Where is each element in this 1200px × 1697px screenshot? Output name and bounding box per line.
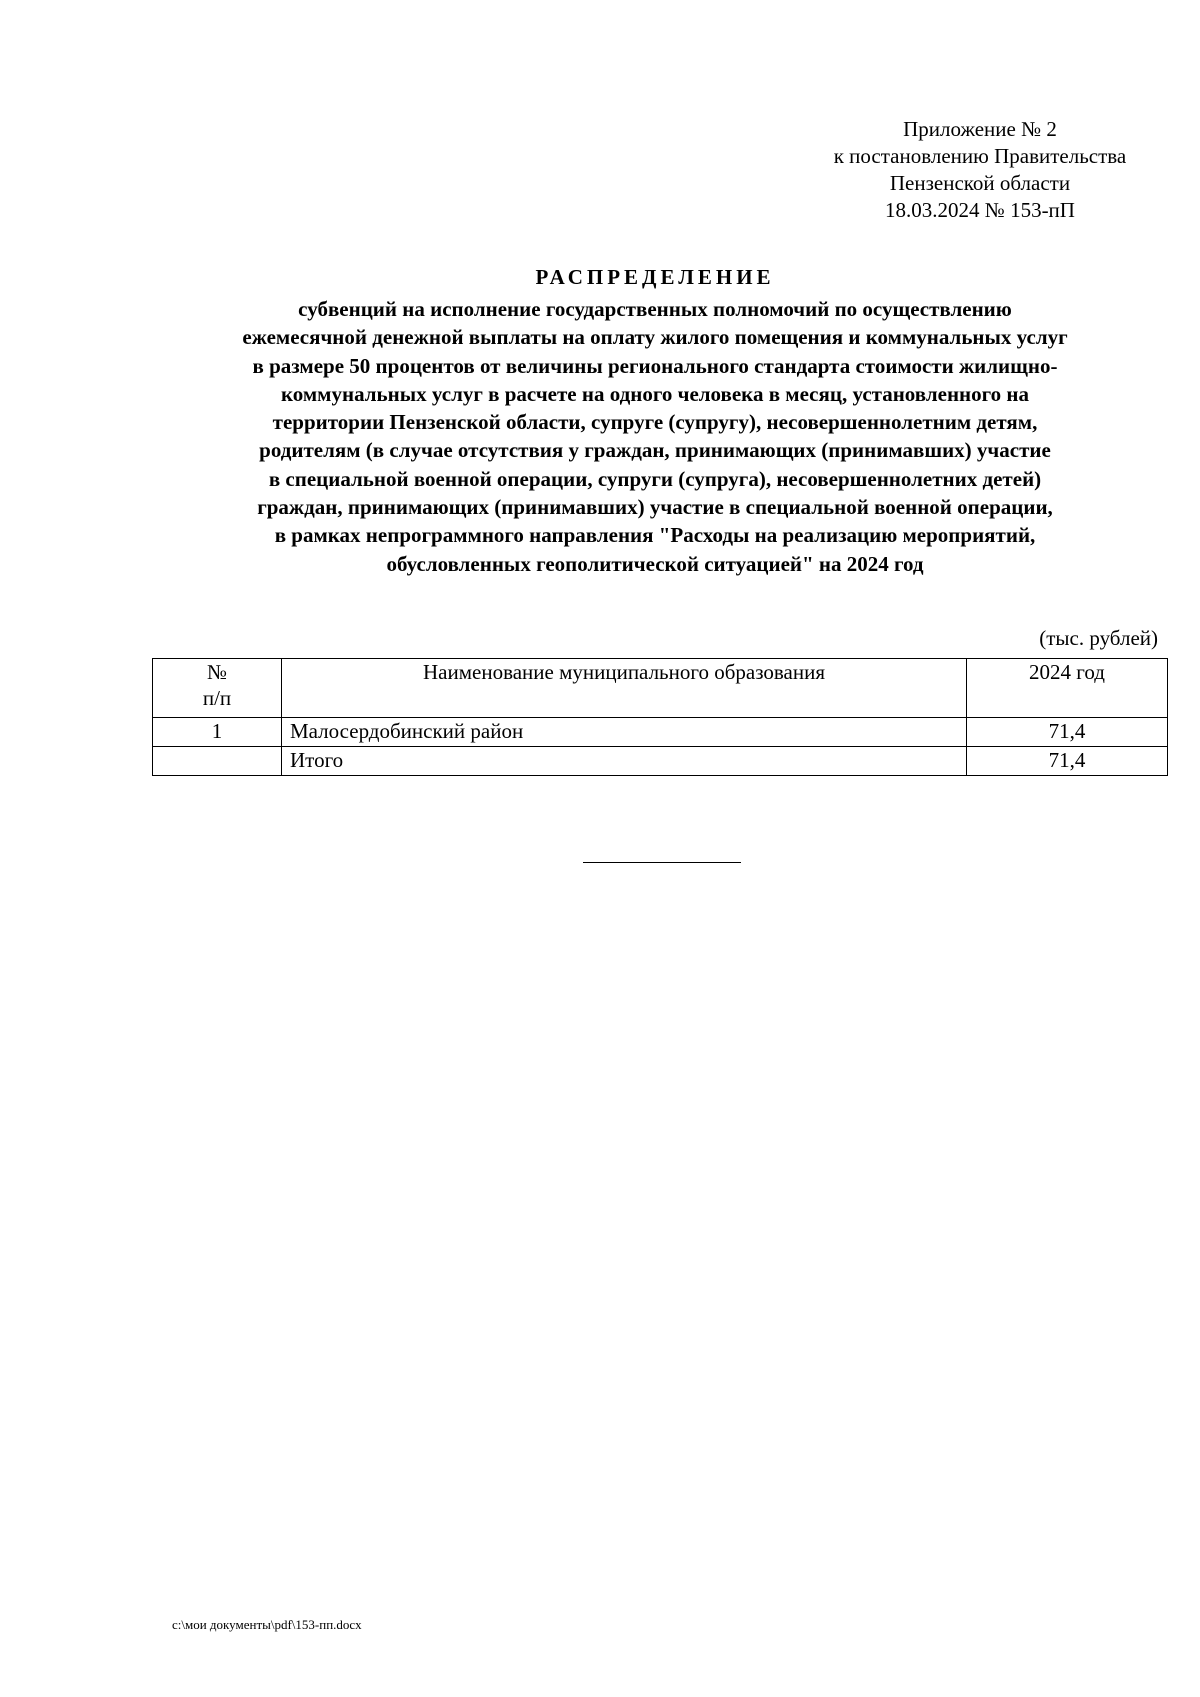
subtitle-line: в размере 50 процентов от величины регионального стандарта стоимости жилищно- [252,353,1058,378]
row-value: 71,4 [967,718,1168,747]
table-row [153,718,1168,747]
header-number-abbr: п/п [202,686,232,710]
subtitle-line: территории Пензенской области, супруге (супругу), несовершеннолетним детям, [272,410,1038,435]
end-of-document-line [583,862,741,863]
subtitle-line: ежемесячной денежной выплаты на оплату жилого помещения и коммунальных услуг [242,325,1068,350]
header-year: 2024 год [967,659,1168,718]
document-title: РАСПРЕДЕЛЕНИЕ [535,265,775,289]
table-header-row [153,659,1168,718]
annex-region: Пензенской области [889,171,1071,195]
subtitle-line: коммунальных услуг в расчете на одного человека в месяц, установленного на [280,381,1030,406]
row-total-label: Итого [282,747,967,776]
units-label: (тыс. рублей) [1039,626,1158,650]
annex-number: Приложение № 2 [903,117,1057,141]
distribution-table [152,658,1168,776]
subtitle-line: граждан, принимающих (принимавших) участие в специальной военной операции, [257,495,1053,520]
subtitle-line: обусловленных геополитической ситуацией" на 2024 год [386,551,924,576]
header-municipality: Наименование муниципального образования [282,659,967,718]
header-number-sign: № [206,660,228,684]
subtitle-line: в рамках непрограммного направления "Расходы на реализацию мероприятий, [274,523,1036,548]
subtitle-line: родителям (в случае отсутствия у граждан, принимающих (принимавших) участие [259,438,1051,463]
header-number [153,659,282,718]
table-total-row [153,747,1168,776]
document-subtitle [140,295,1170,578]
row-total-value: 71,4 [967,747,1168,776]
annex-header [800,116,1160,224]
annex-date-number: 18.03.2024 № 153-пП [885,198,1075,222]
footer-file-path: c:\мои документы\pdf\153-пп.docx [172,1617,362,1632]
row-number [153,747,282,776]
row-municipality: Малосердобинский район [282,718,967,747]
annex-reference: к постановлению Правительства [833,144,1127,168]
subtitle-line: субвенций на исполнение государственных полномочий по осуществлению [298,297,1012,321]
row-number: 1 [153,718,282,747]
subtitle-line: в специальной военной операции, супруги (супруга), несовершеннолетних детей) [268,466,1042,491]
